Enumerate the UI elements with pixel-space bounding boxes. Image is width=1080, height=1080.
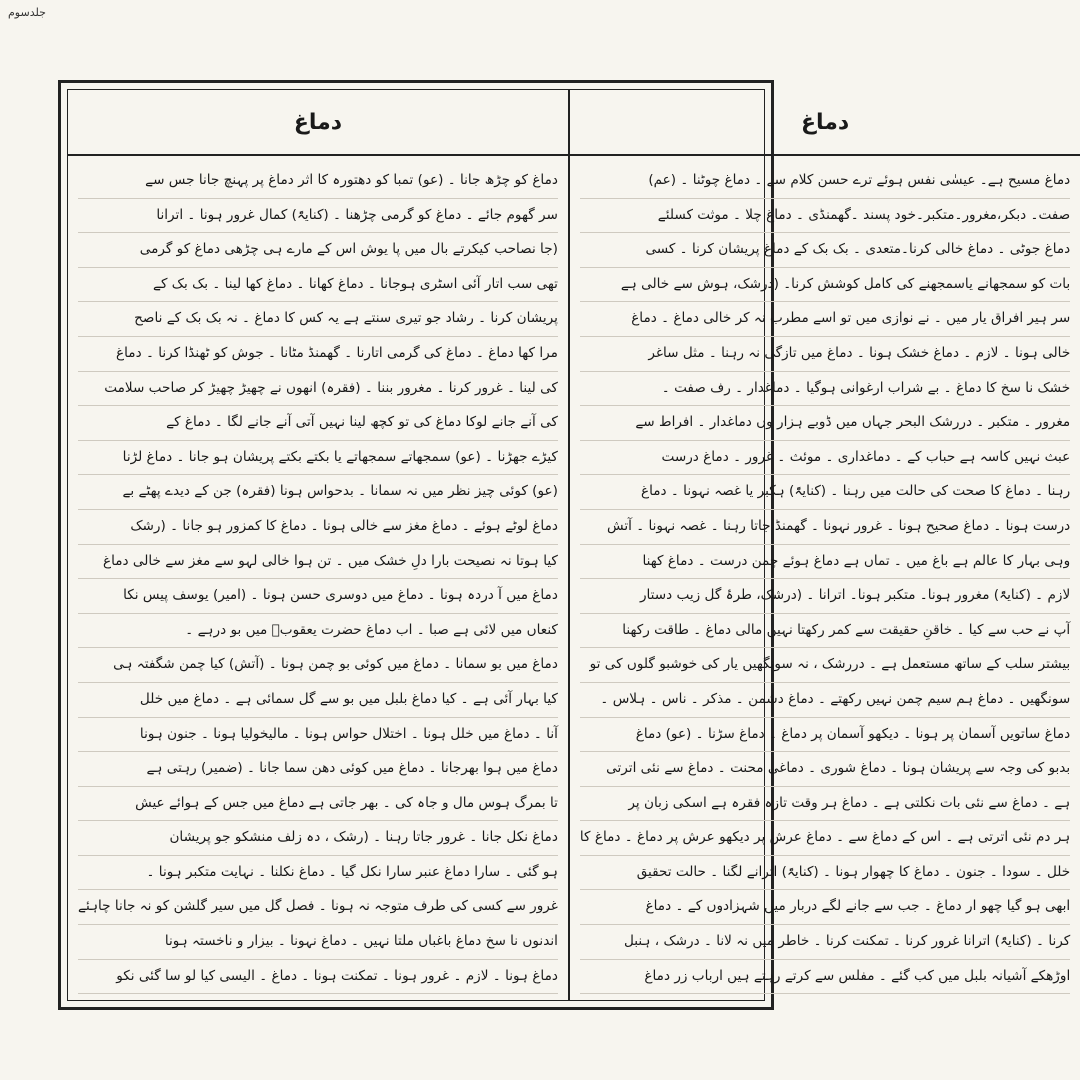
text-line: دماغ ساتویں آسمان پر ہونا ۔ دیکھو آسمان پر دماغ ۔ دماغ سڑنا ۔ (عو) دماغ <box>580 718 1070 753</box>
text-line: کیا ہوتا نہ نصیحت بارا دلِ خشک میں ۔ تن ہوا خالی لہو سے مغز سے خالی دماغ <box>78 545 558 580</box>
right-column-heading: دماغ <box>570 90 1080 156</box>
text-line: بیشتر سلب کے ساتھ مستعمل ہے ۔ دررشک ، نہ سونگھیں یار کی خوشبو گلوں کی تو <box>580 648 1070 683</box>
text-line: خشک نا سخ کا دماغ ۔ بے شراب ارغوانی ہوگیا ۔ دماغدار ۔ رف صفت ۔ <box>580 372 1070 407</box>
text-line: دماغ کو چڑھ جانا ۔ (عو) تمبا کو دھتورہ کا اثر دماغ پر پہنچ جانا جس سے <box>78 164 558 199</box>
text-line: پریشان کرنا ۔ رشاد جو تیری سنتے ہے یہ کس کا دماغ ۔ نہ بک بک کے ناصح <box>78 302 558 337</box>
text-line: غرور سے کسی کی طرف متوجہ نہ ہونا ۔ فصل گل میں سیر گلشن کو نہ جانا چاہئے <box>78 890 558 925</box>
text-line: خالی ہونا ۔ لازم ۔ دماغ خشک ہونا ۔ دماغ میں تازگی نہ رہنا ۔ مثل ساغر <box>580 337 1070 372</box>
left-column <box>68 156 570 1000</box>
text-line: صفت۔ دبکر،مغرور۔متکبر۔خود پسند ۔گھمنڈی ۔ دماغ چلا ۔ موثت کسلئے <box>580 199 1070 234</box>
text-line: عبث نہیں کاسہ ہے حباب کے ۔ دماغداری ۔ موئث ۔ غرور ۔ دماغ درست <box>580 441 1070 476</box>
page-frame <box>58 80 1071 1010</box>
text-line: کیڑے جھڑنا ۔ (عو) سمجھاتے سمجھاتے یا بکتے بکتے پریشان ہو جانا ۔ دماغ لڑنا <box>78 441 558 476</box>
text-line: دماغ میں ہوا بھرجانا ۔ دماغ میں کوئی دھن سما جانا ۔ (ضمیر) رہتی ہے <box>78 752 558 787</box>
text-line: آپ نے حب سے کیا ۔ خاقنِ حقیقت سے کمر رکھتا نہیں مالی دماغ ۔ طاقت رکھنا <box>580 614 1070 649</box>
text-line: کی آنے جانے لوکا دماغ کی تو کچھ لینا نہیں آتی آنے جانے لگا ۔ دماغ کے <box>78 406 558 441</box>
text-line: اوڑھکے آشیانہ بلبل میں کب گئے ۔ مفلس سے کرتے رہتے ہیں ارباب زر دماغ <box>580 960 1070 995</box>
text-line: کی لینا ۔ غرور کرنا ۔ مغرور بننا ۔ (فقرہ) انھوں نے چھیڑ چھیڑ کر صاحب سلامت <box>78 372 558 407</box>
text-line: بدبو کی وجہ سے پریشان ہونا ۔ دماغ شوری ۔ دماغی محنت ۔ دماغ سے نئی اترتی <box>580 752 1070 787</box>
text-line: تا بمرگ ہوس مال و جاہ کی ۔ بھر جاتی ہے دماغ میں جس کے ہوائے عیش <box>78 787 558 822</box>
text-line: (جا نصاحب کیکرتے بال میں پا یوش اس کے مارے ہی چڑھی دماغ کو گرمی <box>78 233 558 268</box>
text-line: رہنا ۔ دماغ کا صحت کی حالت میں رہنا ۔ (کنایۃً) ہکبر یا غصہ نہونا ۔ دماغ <box>580 475 1070 510</box>
text-line: دماغ نکل جانا ۔ غرور جاتا رہنا ۔ (رشک ، دہ زلف منشکو جو پریشان <box>78 821 558 856</box>
text-line: کیا بہار آئی ہے ۔ کیا دماغ بلبل میں بو سے گل سمائی ہے ۔ دماغ میں خلل <box>78 683 558 718</box>
right-column <box>570 156 1080 1000</box>
text-line: مغرور ۔ متکبر ۔ دررشک البحر جہاں میں ڈوبے ہزار وں دماغدار ۔ افراط سے <box>580 406 1070 441</box>
text-line: ہے ۔ دماغ سے نئی بات نکلتی ہے ۔ دماغ ہر وقت تازہ فقرہ ہے اسکی زبان پر <box>580 787 1070 822</box>
text-line: ابھی ہو گیا چھو ار دماغ ۔ جب سے جانے لگے دربار میں شہزادوں کے ۔ دماغ <box>580 890 1070 925</box>
frame-inner <box>67 89 1071 1001</box>
text-line: اندنوں نا سخ دماغ باغباں ملتا نہیں ۔ دماغ نہونا ۔ بیزار و ناخستہ ہونا <box>78 925 558 960</box>
text-line: درست ہونا ۔ دماغ صحیح ہونا ۔ غرور نہونا ۔ گھمنڈ جاتا رہنا ۔ غصہ نہونا ۔ آتش <box>580 510 1070 545</box>
text-line: مرا کھا دماغ ۔ دماغ کی گرمی اتارنا ۔ گھمنڈ مٹانا ۔ جوش کو ٹھنڈا کرنا ۔ دماغ <box>78 337 558 372</box>
text-line: سر گھوم جائے ۔ دماغ کو گرمی چڑھنا ۔ (کنایۃً) کمال غرور ہونا ۔ اترانا <box>78 199 558 234</box>
text-line: بات کو سمجھانے یاسمجھنے کی کامل کوشش کرنا۔ (درشک، ہوش سے خالی ہے <box>580 268 1070 303</box>
text-line: دماغ میں بو سمانا ۔ دماغ میں کوئی بو چمن ہونا ۔ (آتش) کیا چمن شگفتہ ہی <box>78 648 558 683</box>
text-line: سونگھیں ۔ دماغ ہم سیم چمن نہیں رکھتے ۔ دماغ دشمن ۔ مذکر ۔ ناس ۔ ہلاس ۔ <box>580 683 1070 718</box>
text-line: ہر دم نئی اترتی ہے ۔ اس کے دماغ سے ۔ دماغ عرش پر دیکھو عرش پر دماغ ۔ دماغ کا <box>580 821 1070 856</box>
text-line: (عو) کوئی چیز نظر میں نہ سمانا ۔ بدحواس ہونا (فقرہ) جن کے دیدے پھٹے بے <box>78 475 558 510</box>
text-line: ہو گئی ۔ سارا دماغ عنبر سارا نکل گیا ۔ دماغ نکلنا ۔ نہایت متکبر ہونا ۔ <box>78 856 558 891</box>
text-line: دماغ مسیح ہے۔ عیسٰی نفس ہوئے ترے حسن کلام سے ۔ دماغ چوٹنا ۔ (عم) <box>580 164 1070 199</box>
text-line: دماغ ہونا ۔ لازم ۔ غرور ہونا ۔ تمکنت ہونا ۔ دماغ ۔ الیسی کیا لو سا گئی نکو <box>78 960 558 995</box>
text-line: دماغ میں آ دردہ ہونا ۔ دماغ میں دوسری حسن ہونا ۔ (امیر) یوسف پیس نکا <box>78 579 558 614</box>
text-line: آنا ۔ دماغ میں خلل ہونا ۔ اختلال حواس ہونا ۔ مالیخولیا ہونا ۔ جنون ہونا <box>78 718 558 753</box>
text-line: دماغ لوٹے ہوئے ۔ دماغ مغز سے خالی ہونا ۔ دماغ کا کمزور ہو جانا ۔ (رشک <box>78 510 558 545</box>
left-column-heading: دماغ <box>68 90 570 156</box>
text-line: سر ہیر افراق یار میں ۔ نے نوازی میں تو اسے مطرب نہ کر خالی دماغ ۔ دماغ <box>580 302 1070 337</box>
text-line: دماغ جوٹی ۔ دماغ خالی کرنا۔متعدی ۔ بک بک کے دماغ پریشان کرنا ۔ کسی <box>580 233 1070 268</box>
text-line: کنعاں میں لائی ہے صبا ۔ اب دماغ حضرت یعقوبؑ میں بو درہے ۔ <box>78 614 558 649</box>
volume-mark: جلدسوم <box>8 6 46 19</box>
text-line: تھی سب اتار آئی اسٹری ہوجانا ۔ دماغ کھانا ۔ دماغ کھا لینا ۔ بک بک کے <box>78 268 558 303</box>
text-line: لازم ۔ (کنایۃً) مغرور ہونا۔ متکبر ہونا۔ اترانا ۔ (درشک، طرۂ گل زیب دستار <box>580 579 1070 614</box>
text-line: کرنا ۔ (کنایۃً) اترانا غرور کرنا ۔ تمکنت کرنا ۔ خاطر میں نہ لانا ۔ درشک ، ہنبل <box>580 925 1070 960</box>
text-line: وہی بہار کا عالم ہے باغ میں ۔ تماں ہے دماغ ہوئے چمن درست ۔ دماغ کھنا <box>580 545 1070 580</box>
text-line: خلل ۔ سودا ۔ جنون ۔ دماغ کا چھوار ہونا ۔ (کنایۃً) اترانے لگنا ۔ حالت تحقیق <box>580 856 1070 891</box>
